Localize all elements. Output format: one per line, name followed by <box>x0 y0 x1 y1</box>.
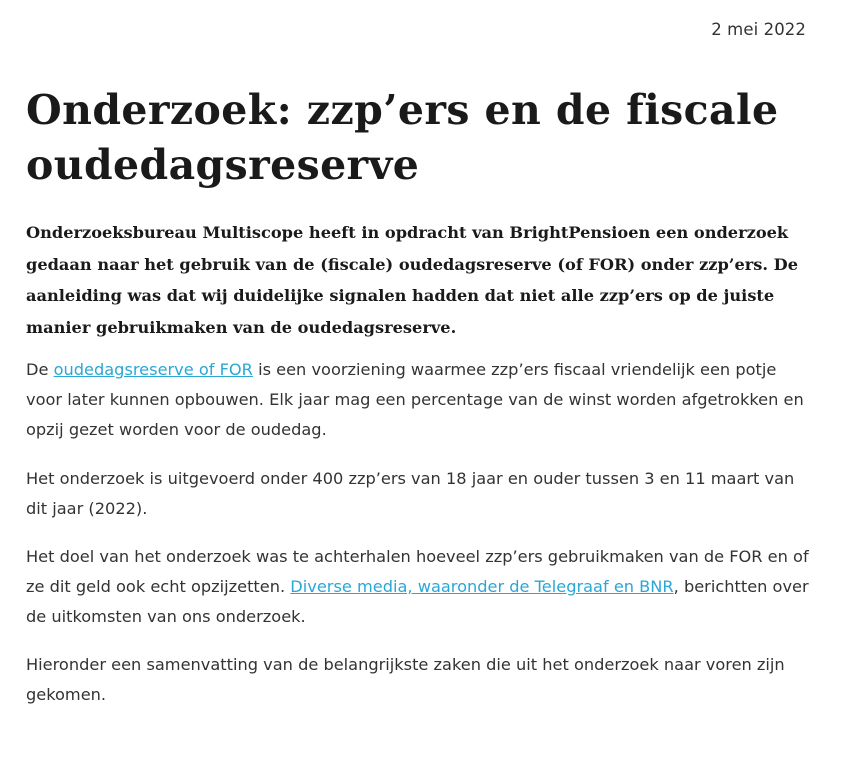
paragraph-text: is een voorziening waarmee zzp’ers fiscaal vriendelijk een potje voor later kunnen opbouwen. Elk jaar mag een percentage van de winst worden afgetrokken en opzij gezet worden voor de oudedag. <box>26 360 804 439</box>
paragraph-oudedagsreserve <box>26 355 816 445</box>
paragraph-text: De <box>26 360 54 379</box>
media-link[interactable]: Diverse media, waaronder de Telegraaf en BNR <box>290 577 674 596</box>
oudedagsreserve-link[interactable]: oudedagsreserve of FOR <box>53 360 253 379</box>
paragraph-doel <box>26 542 816 632</box>
paragraph-onderzoek: Het onderzoek is uitgevoerd onder 400 zzp’ers van 18 jaar en ouder tussen 3 en 11 maart van dit jaar (2022). <box>26 469 795 518</box>
paragraph-text: Het doel van het onderzoek was te achterhalen hoeveel zzp’ers gebruikmaken van de FOR en of ze dit geld ook echt opzijzetten. <box>26 547 809 596</box>
paragraph-text: , berichtten over de uitkomsten van ons onderzoek. <box>26 577 809 626</box>
article-lead: Onderzoeksbureau Multiscope heeft in opdracht van BrightPensioen een onderzoek gedaan naar het gebruik van de (fiscale) oudedagsreserve (of FOR) onder zzp’ers. De aanleiding was dat wij duidelijke signalen hadden dat niet alle zzp’ers op de juiste manier gebruikmaken van de oudedagsreserve. <box>26 223 798 337</box>
article-date: 2 mei 2022 <box>711 20 806 39</box>
article-title: Onderzoek: zzp’ers en de fiscale oudedagsreserve <box>26 86 779 189</box>
paragraph-samenvatting: Hieronder een samenvatting van de belangrijkste zaken die uit het onderzoek naar voren zijn gekomen. <box>26 655 785 704</box>
